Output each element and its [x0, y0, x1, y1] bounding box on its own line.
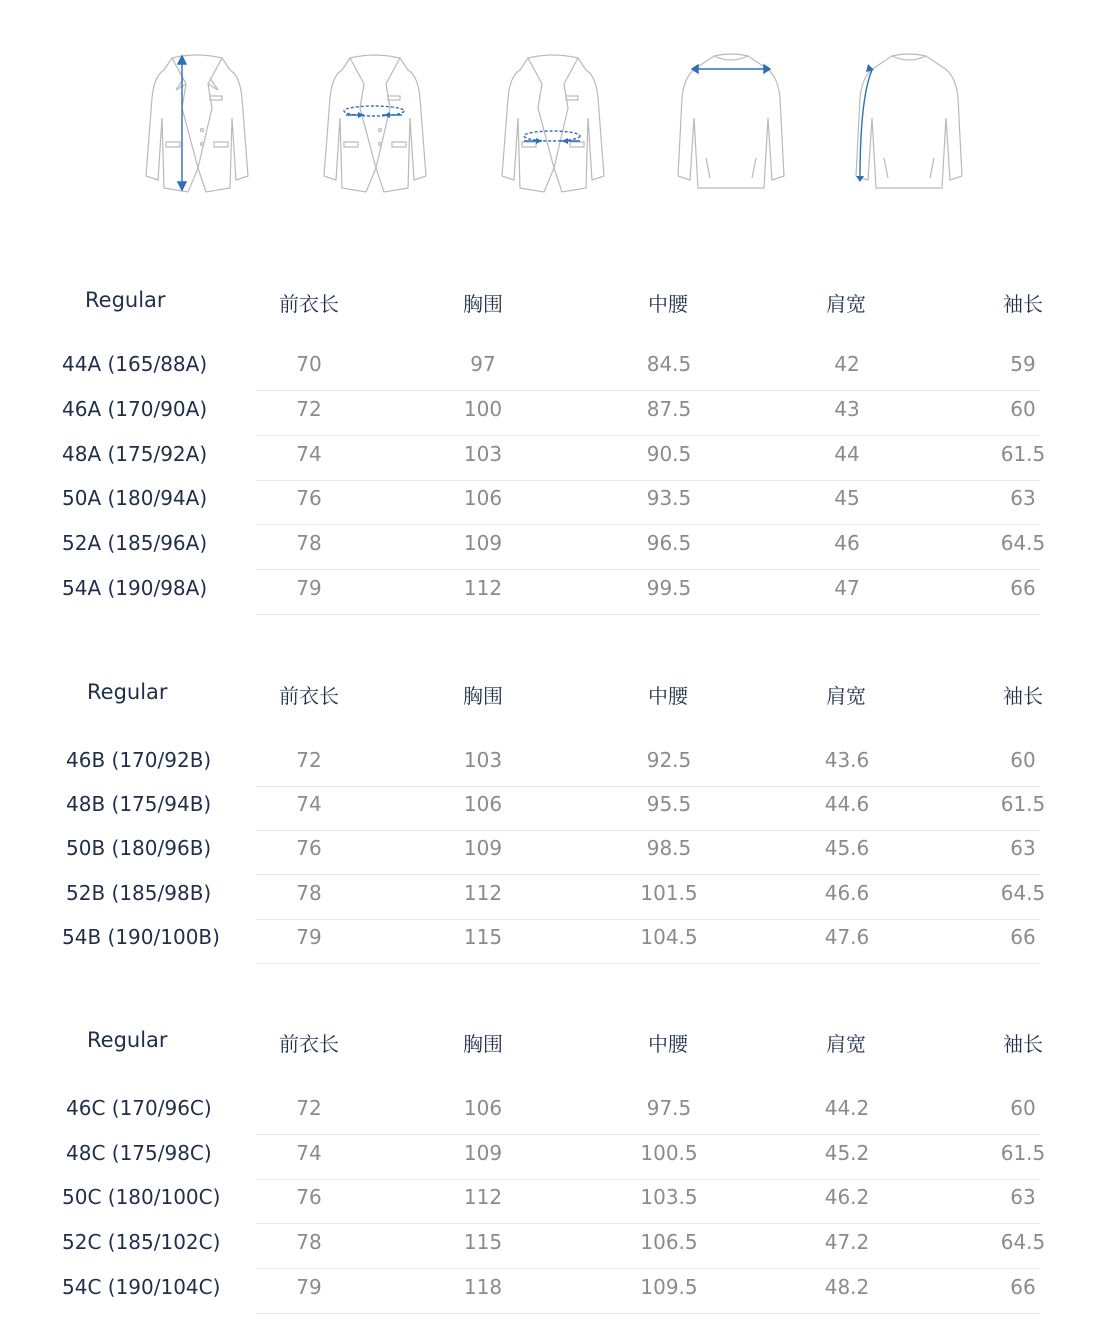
front-length-value: 76: [296, 486, 322, 510]
size-label: 48A (175/92A): [62, 442, 208, 466]
waist-value: 109.5: [640, 1275, 698, 1299]
sleeve-value: 63: [1010, 836, 1036, 860]
size-label: 52B (185/98B): [66, 881, 212, 905]
shoulder-value: 43.6: [824, 748, 870, 772]
table-row: [0, 1179, 1106, 1224]
sleeve-value: 61.5: [1000, 442, 1046, 466]
waist-value: 100.5: [640, 1141, 698, 1165]
table-row: [0, 919, 1106, 964]
table-header: [0, 1028, 1106, 1068]
sleeve-value: 64.5: [1000, 531, 1046, 555]
column-waist: 中腰: [648, 1032, 688, 1056]
chest-icon: [320, 48, 430, 193]
front-length-value: 79: [296, 1275, 322, 1299]
size-label: 52C (185/102C): [62, 1230, 221, 1254]
table-row: [0, 830, 1106, 875]
waist-value: 104.5: [640, 925, 698, 949]
size-label: 54B (190/100B): [62, 925, 220, 949]
chest-value: 109: [463, 836, 503, 860]
sleeve-value: 59: [1010, 352, 1036, 376]
table-row: [0, 1135, 1106, 1180]
row-divider: [256, 963, 1040, 964]
shoulder-value: 46.6: [824, 881, 870, 905]
chest-value: 109: [463, 531, 503, 555]
column-shoulder: 肩宽: [826, 684, 866, 708]
sleeve-value: 64.5: [1000, 881, 1046, 905]
waist-value: 95.5: [646, 792, 692, 816]
sleeve-value: 66: [1010, 576, 1036, 600]
table-row: [0, 570, 1106, 615]
size-label: 50C (180/100C): [62, 1185, 221, 1209]
size-label: 50A (180/94A): [62, 486, 208, 510]
front-length-value: 74: [296, 442, 322, 466]
waist-value: 99.5: [646, 576, 692, 600]
table-row: [0, 786, 1106, 831]
column-front-length: 前衣长: [279, 684, 339, 708]
waist-value: 92.5: [646, 748, 692, 772]
front-length-value: 70: [296, 352, 322, 376]
column-sleeve: 袖长: [1003, 684, 1043, 708]
front-length-value: 78: [296, 881, 322, 905]
waist-value: 87.5: [646, 397, 692, 421]
table-row: [0, 346, 1106, 391]
sleeve-icon: [854, 48, 964, 193]
size-label: 44A (165/88A): [62, 352, 208, 376]
column-chest: 胸围: [463, 292, 503, 316]
measurement-illustrations: [0, 0, 1106, 240]
table-header: [0, 680, 1106, 720]
chest-value: 112: [463, 881, 503, 905]
shoulder-icon: [676, 48, 786, 193]
waist-value: 84.5: [646, 352, 692, 376]
table-row: [0, 391, 1106, 436]
shoulder-value: 43: [834, 397, 860, 421]
chest-value: 115: [463, 925, 503, 949]
shoulder-value: 44: [834, 442, 860, 466]
sleeve-value: 64.5: [1000, 1230, 1046, 1254]
chest-value: 112: [463, 1185, 503, 1209]
table-row: [0, 1269, 1106, 1314]
front-length-value: 79: [296, 925, 322, 949]
chest-value: 106: [463, 1096, 503, 1120]
size-label: 54A (190/98A): [62, 576, 208, 600]
shoulder-value: 45: [834, 486, 860, 510]
table-row: [0, 1224, 1106, 1269]
size-label: 52A (185/96A): [62, 531, 208, 555]
sleeve-value: 61.5: [1000, 792, 1046, 816]
table-header: [0, 288, 1106, 328]
waist-value: 90.5: [646, 442, 692, 466]
column-shoulder: 肩宽: [826, 292, 866, 316]
table-row: [0, 742, 1106, 787]
size-label: 46A (170/90A): [62, 397, 208, 421]
waist-value: 103.5: [640, 1185, 698, 1209]
table-row: [0, 436, 1106, 481]
size-label: 54C (190/104C): [62, 1275, 221, 1299]
front-length-value: 78: [296, 1230, 322, 1254]
shoulder-value: 45.6: [824, 836, 870, 860]
shoulder-value: 47.2: [824, 1230, 870, 1254]
front-length-value: 72: [296, 397, 322, 421]
chest-value: 100: [463, 397, 503, 421]
waist-value: 98.5: [646, 836, 692, 860]
column-waist: 中腰: [648, 292, 688, 316]
sleeve-value: 60: [1010, 748, 1036, 772]
table-row: [0, 525, 1106, 570]
front-length-value: 79: [296, 576, 322, 600]
waist-value: 96.5: [646, 531, 692, 555]
column-chest: 胸围: [463, 1032, 503, 1056]
row-divider: [256, 1313, 1040, 1314]
column-sleeve: 袖长: [1003, 1032, 1043, 1056]
chest-value: 106: [463, 792, 503, 816]
front-length-value: 78: [296, 531, 322, 555]
shoulder-value: 47.6: [824, 925, 870, 949]
chest-value: 103: [463, 442, 503, 466]
shoulder-value: 47: [834, 576, 860, 600]
shoulder-value: 45.2: [824, 1141, 870, 1165]
shoulder-value: 42: [834, 352, 860, 376]
shoulder-value: 44.6: [824, 792, 870, 816]
column-shoulder: 肩宽: [826, 1032, 866, 1056]
sleeve-value: 63: [1010, 1185, 1036, 1209]
sleeve-value: 60: [1010, 397, 1036, 421]
chest-value: 112: [463, 576, 503, 600]
front-length-value: 72: [296, 748, 322, 772]
chest-value: 115: [463, 1230, 503, 1254]
sleeve-value: 61.5: [1000, 1141, 1046, 1165]
column-front-length: 前衣长: [279, 292, 339, 316]
shoulder-value: 44.2: [824, 1096, 870, 1120]
chest-value: 97: [470, 352, 496, 376]
front-length-value: 76: [296, 836, 322, 860]
sleeve-value: 60: [1010, 1096, 1036, 1120]
front-length-value: 74: [296, 792, 322, 816]
fit-label: Regular: [85, 288, 166, 312]
chest-value: 118: [463, 1275, 503, 1299]
table-row: [0, 480, 1106, 525]
fit-label: Regular: [87, 680, 168, 704]
waist-icon: [498, 48, 608, 193]
size-label: 48C (175/98C): [66, 1141, 212, 1165]
sleeve-value: 66: [1010, 925, 1036, 949]
column-waist: 中腰: [648, 684, 688, 708]
table-row: [0, 875, 1106, 920]
size-label: 46B (170/92B): [66, 748, 212, 772]
sleeve-value: 63: [1010, 486, 1036, 510]
waist-value: 101.5: [640, 881, 698, 905]
waist-value: 97.5: [646, 1096, 692, 1120]
waist-value: 93.5: [646, 486, 692, 510]
sleeve-value: 66: [1010, 1275, 1036, 1299]
chest-value: 109: [463, 1141, 503, 1165]
fit-label: Regular: [87, 1028, 168, 1052]
row-divider: [256, 614, 1040, 615]
size-label: 48B (175/94B): [66, 792, 212, 816]
shoulder-value: 46: [834, 531, 860, 555]
column-chest: 胸围: [463, 684, 503, 708]
size-label: 50B (180/96B): [66, 836, 212, 860]
chest-value: 106: [463, 486, 503, 510]
shoulder-value: 46.2: [824, 1185, 870, 1209]
chest-value: 103: [463, 748, 503, 772]
waist-value: 106.5: [640, 1230, 698, 1254]
column-sleeve: 袖长: [1003, 292, 1043, 316]
front-length-value: 74: [296, 1141, 322, 1165]
front-length-icon: [142, 48, 252, 193]
column-front-length: 前衣长: [279, 1032, 339, 1056]
shoulder-value: 48.2: [824, 1275, 870, 1299]
front-length-value: 76: [296, 1185, 322, 1209]
size-label: 46C (170/96C): [66, 1096, 212, 1120]
table-row: [0, 1090, 1106, 1135]
front-length-value: 72: [296, 1096, 322, 1120]
